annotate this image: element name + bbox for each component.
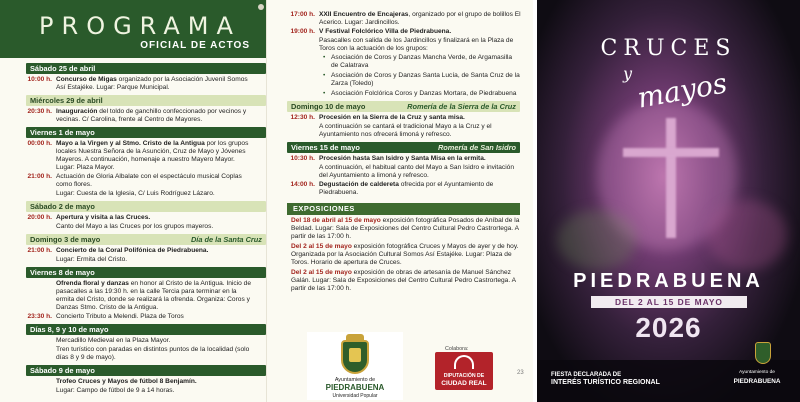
- event-time: [0, 280, 56, 312]
- event-time: 14:00 h.: [290, 181, 315, 188]
- event-note: Lugar: Ermita del Cristo.: [56, 256, 128, 263]
- event-description: [56, 337, 266, 345]
- event-highlight: V Festival Folclórico Villa de Piedrabuena.: [319, 28, 452, 35]
- event-time: 21:00 h.: [27, 173, 52, 180]
- event-description: [56, 76, 266, 92]
- date-label: Viernes 8 de mayo: [30, 268, 95, 277]
- date-header: [26, 63, 266, 74]
- event-description: [56, 108, 266, 124]
- date-label: Días 8, 9 y 10 de mayo: [30, 325, 109, 334]
- cover-ayuntamiento-label: Ayuntamiento de: [739, 370, 775, 375]
- event-description: [319, 155, 533, 163]
- exhibition-item: [267, 269, 533, 293]
- event-row: [0, 280, 266, 312]
- event-description: [56, 378, 266, 386]
- flower-glow-right: [707, 200, 787, 270]
- event-note: Lugar: Cuesta de la Iglesia, C/ Luis Rodríguez Lázaro.: [56, 190, 215, 197]
- event-highlight: Degustación de caldereta: [319, 181, 399, 188]
- romeria-tag: Romería de la Sierra de la Cruz: [407, 102, 516, 111]
- date-header: [26, 127, 266, 138]
- event-time: 20:00 h.: [27, 214, 52, 221]
- event-row: [0, 214, 266, 222]
- exhibitions-header: EXPOSICIONES: [287, 203, 520, 215]
- date-label: Viernes 1 de mayo: [30, 128, 95, 137]
- date-label: Domingo 3 de mayo: [30, 235, 101, 244]
- date-header: [26, 365, 266, 376]
- event-row: [0, 76, 266, 92]
- date-label: Viernes 15 de mayo: [291, 143, 360, 152]
- cover-photo: [537, 0, 800, 402]
- event-detail: organizado por la Asociación Juvenil Somos Así Estajéke. Lugar: Parque Municipal.: [56, 76, 248, 91]
- universidad-popular-label: Universidad Popular: [332, 393, 378, 399]
- diputacion-logo: [435, 352, 493, 390]
- cover-title-mayos: mayos: [634, 66, 730, 115]
- fold-mark: [258, 4, 264, 10]
- date-label: Sábado 25 de abril: [30, 64, 96, 73]
- date-header: [26, 324, 266, 335]
- exhibition-description: exposición de obras de artesanía de Manuel Sánchez Galán. Lugar: Sala de Exposiciones del Centro Cultural Pedro Castrortega. A partir de las 17:00 h.: [291, 269, 516, 292]
- event-time: 10:30 h.: [290, 155, 315, 162]
- event-note: Lugar: Campo de fútbol de 9 a 14 horas.: [56, 387, 175, 394]
- event-highlight: Procesión en la Sierra de la Cruz y santa misa.: [319, 114, 465, 121]
- schedule-list: [0, 60, 266, 396]
- date-label: Miércoles 29 de abril: [30, 96, 103, 105]
- event-time: [0, 337, 56, 345]
- event-detail: del toldo de ganchillo confeccionado por vecinos y vecinas. C/ Carolina, frente al Centro de Mayores.: [56, 108, 247, 123]
- program-panel-left: [0, 0, 266, 402]
- event-time: 23:30 h.: [27, 313, 52, 320]
- cover-town: PIEDRABUENA: [573, 270, 764, 292]
- event-row: [267, 28, 533, 36]
- event-description: [56, 280, 266, 312]
- event-highlight: Mayo a la Virgen y al Stmo. Cristo de la Antigua: [56, 140, 205, 147]
- cover-panel: [533, 0, 800, 402]
- fiesta-line-2: INTERÉS TURÍSTICO REGIONAL: [551, 379, 660, 386]
- event-highlight: Concurso de Migas: [56, 76, 117, 83]
- event-detail: ofrecida por el Ayuntamiento de Piedrabuena.: [319, 181, 494, 196]
- event-note: Canto del Mayo a las Cruces por los grupos mayeros.: [56, 223, 214, 230]
- exhibition-description: exposición fotográfica Posados de Aníbal de la Beldad. Lugar: Sala de Exposiciones del Centro Cultural Pedro Castrortega. A partir de las 17:00 h.: [291, 217, 520, 240]
- event-time: 20:30 h.: [27, 108, 52, 115]
- exhibition-item: [267, 217, 533, 241]
- arch-icon: [454, 355, 474, 369]
- event-description: [56, 346, 266, 362]
- event-time: 10:00 h.: [27, 76, 52, 83]
- cover-year: 2026: [635, 312, 702, 343]
- cover-title: CRUCES: [600, 36, 737, 61]
- event-description: [319, 114, 533, 122]
- exhibition-description: exposición fotográfica Cruces y Mayos de ayer y de hoy. Organizada por la Asociación Cultural Somos Así Estajéke. Lugar: Plaza de Toros. Horario de apertura de Cruces.: [291, 243, 519, 266]
- event-highlight: XXII Encuentro de Encajeras: [319, 11, 409, 18]
- event-row: [267, 11, 533, 27]
- date-header: [26, 267, 266, 278]
- event-time: [0, 346, 56, 362]
- event-row: [0, 140, 266, 172]
- foliage-glow: [557, 210, 637, 270]
- event-detail: Tren turístico con paradas en distintos puntos de la localidad (solo días 8 y 9 de mayo).: [56, 346, 250, 361]
- diputacion-label: DIPUTACIÓN DE: [443, 373, 485, 379]
- event-row: [267, 114, 533, 122]
- event-note: A continuación se cantará el tradicional Mayo a la Cruz y el Ayuntamiento nos ofrecerá limoná y refresco.: [319, 123, 492, 138]
- exhibition-dates: Del 2 al 15 de mayo: [291, 243, 352, 250]
- event-highlight: Ofrenda floral y danzas: [56, 280, 129, 287]
- exhibition-item: [267, 243, 533, 267]
- event-row: [267, 181, 533, 197]
- event-row: [0, 378, 266, 386]
- program-panel-middle: [266, 0, 533, 402]
- event-row: [267, 155, 533, 163]
- date-header: [26, 201, 266, 212]
- event-time: 12:30 h.: [290, 114, 315, 121]
- event-detail: Concierto Tributo a Melendi. Plaza de Toros: [56, 313, 184, 320]
- date-label: Sábado 2 de mayo: [30, 202, 95, 211]
- event-highlight: Trofeo Cruces y Mayos de fútbol 8 Benjamín.: [56, 378, 197, 385]
- sponsor-logos: [267, 330, 533, 402]
- event-description: [56, 313, 266, 321]
- event-description: [56, 247, 266, 255]
- date-header: [26, 95, 266, 106]
- exhibition-dates: Del 18 de abril al 15 de mayo: [291, 217, 381, 224]
- date-label: Sábado 9 de mayo: [30, 366, 95, 375]
- event-time: 19:00 h.: [290, 28, 315, 35]
- event-row: [0, 108, 266, 124]
- event-detail: por los grupos locales Nuestra Señora de la Asunción, Cruz de Mayo y Jóvenes Mayeros. A continuación, homenaje a nuestro Mayero Mayor. Lugar: Plaza Mayor.: [56, 140, 249, 171]
- fiesta-declaration: [551, 371, 661, 387]
- cover-title-y: y: [623, 64, 633, 83]
- program-header: [0, 0, 266, 58]
- page-number: 23: [517, 370, 524, 376]
- ayuntamiento-label: Ayuntamiento de: [334, 377, 376, 383]
- event-detail: en honor al Cristo de la Antigua. Inicio de pasacalles a las 19:30 h. en la calle Tercia para terminar en la ermita del Cristo, donde se realizará la ofrenda. Organiza: Coros y Danzas Stmo. Cristo de la Antigua.: [56, 280, 251, 311]
- event-row: [0, 337, 266, 345]
- event-description: [56, 173, 266, 189]
- event-description: [56, 214, 266, 222]
- event-row: [0, 173, 266, 189]
- romeria-tag: Romería de San Isidro: [437, 143, 516, 152]
- event-row: [0, 313, 266, 321]
- folk-group-item: • Asociación de Coros y Danzas Mancha Verde, de Argamasilla de Calatrava: [267, 54, 533, 70]
- event-time: [0, 378, 56, 386]
- fiesta-line-1: FIESTA DECLARADA DE: [551, 372, 622, 378]
- date-header: [26, 234, 266, 245]
- event-highlight: Procesión hasta San Isidro y Santa Misa en la ermita.: [319, 155, 486, 162]
- event-description: [56, 140, 266, 172]
- event-description: [319, 28, 533, 36]
- date-header: [287, 142, 520, 153]
- event-detail: Actuación de Gloria Albalate con el espectáculo musical Coplas como flores.: [56, 173, 242, 188]
- event-row: [0, 346, 266, 362]
- coat-of-arms-icon: [341, 340, 369, 374]
- date-header: [287, 101, 520, 112]
- festival-intro: Pasacalles con salida de los Jardincillos y finalizará en la Plaza de Toros con la actuación de los grupos:: [319, 37, 514, 52]
- folk-group-item: • Asociación de Coros y Danzas Santa Lucía, de Santa Cruz de la Zarza (Toledo): [267, 72, 533, 88]
- event-detail: , organizado por el grupo de bolillos El Acerico. Lugar: Jardincillos.: [319, 11, 521, 26]
- program-subtitle: OFICIAL DE ACTOS: [140, 40, 250, 51]
- event-time: 00:00 h.: [27, 140, 52, 147]
- event-description: [319, 11, 533, 27]
- event-highlight: Apertura y visita a las Cruces.: [56, 214, 151, 221]
- program-title: PROGRAMA: [39, 12, 241, 40]
- event-highlight: Concierto de la Coral Polifónica de Piedrabuena.: [56, 247, 209, 254]
- exhibition-dates: Del 2 al 15 de mayo: [291, 269, 352, 276]
- event-highlight: Inauguración: [56, 108, 98, 115]
- schedule-list-continued: [267, 10, 533, 295]
- event-note: A continuación, el habitual canto del Mayo a San Isidro e invitación del Ayuntamiento a limoná y refresco.: [319, 164, 515, 179]
- cover-ayuntamiento-name: PIEDRABUENA: [733, 378, 781, 385]
- festivity-tag: Día de la Santa Cruz: [190, 235, 262, 244]
- cover-dates: DEL 2 AL 15 DE MAYO: [591, 296, 747, 308]
- cross-icon-horizontal: [623, 148, 719, 157]
- event-description: [319, 181, 533, 197]
- cross-icon-vertical: [666, 118, 676, 238]
- folk-group-item: • Asociación Folclórica Coros y Danzas Mortara, de Piedrabuena: [267, 90, 533, 98]
- event-time: 17:00 h.: [290, 11, 315, 18]
- event-row: [0, 247, 266, 255]
- colabora-label: Colabora:: [445, 346, 469, 352]
- coat-of-arms-icon: [755, 342, 771, 364]
- ayuntamiento-logo: [307, 332, 403, 400]
- diputacion-name: CIUDAD REAL: [441, 380, 487, 387]
- event-time: 21:00 h.: [27, 247, 52, 254]
- ayuntamiento-name: PIEDRABUENA: [325, 383, 385, 392]
- event-detail: Mercadillo Medieval en la Plaza Mayor.: [56, 337, 171, 344]
- date-label: Domingo 10 de mayo: [291, 102, 366, 111]
